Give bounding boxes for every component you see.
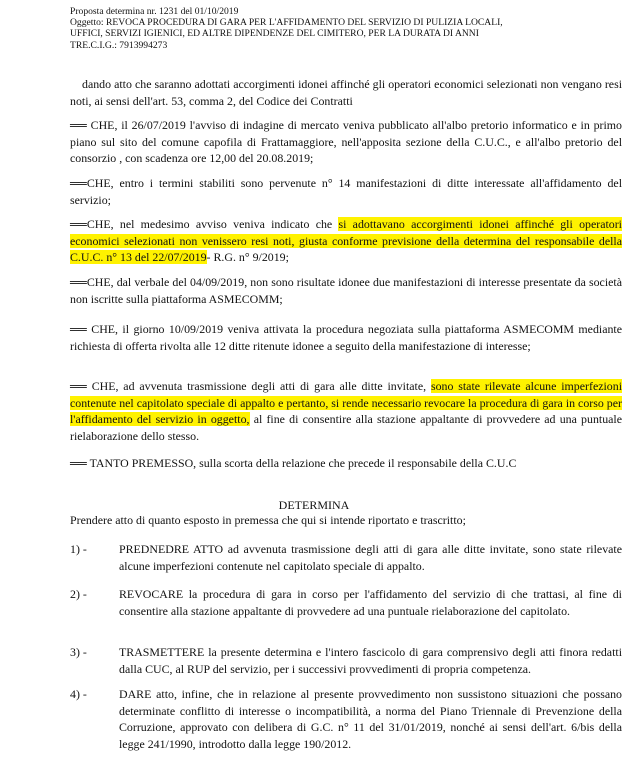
paragraph-text: al fine di consentire alla stazione appaltante di provvedere ad una puntuale rielaborazione dello stesso.	[70, 412, 622, 443]
paragraph-tanto-premesso: ══ TANTO PREMESSO, sulla scorta della relazione che precede il responsabile della C.U.C	[70, 456, 517, 470]
determina-title: DETERMINA	[278, 498, 350, 512]
paragraph-text: ══CHE, nel medesimo avviso veniva indicato che	[70, 217, 339, 231]
highlighted-text: si adottavano accorgimenti idonei affinché gli operatori economici selezionati non venissero resi noti, giusta conforme previsione della determina del responsabile della C.U.C. n° 13 del 22/07/2019	[70, 217, 622, 264]
paragraph-verbale: ══CHE, dal verbale del 04/09/2019, non sono risultate idonee due manifestazioni di interesse presentate da società non iscritte sulla piattaforma ASMECOMM;	[70, 275, 622, 306]
determina-item-3: TRASMETTERE la presente determina e l'intero fascicolo di gara comprensivo degli atti finora redatti dalla CUC, al RUP del servizio, per i successivi provvedimenti di propria competenza.	[119, 645, 622, 676]
paragraph-text: - R.G. n° 9/2019;	[206, 250, 289, 264]
subject-line-1: Oggetto: REVOCA PROCEDURA DI GARA PER L'AFFIDAMENTO DEL SERVIZIO DI PULIZIA LOCALI,	[70, 17, 503, 29]
paragraph-text: ══ CHE, ad avvenuta trasmissione degli atti di gara alle ditte invitate,	[70, 379, 431, 393]
subject-line-2: UFFICI, SERVIZI IGIENICI, ED ALTRE DIPENDENZE DEL CIMITERO, PER LA DURATA DI ANNI	[70, 28, 479, 40]
determina-item-1: PREDNEDRE ATTO ad avvenuta trasmissione degli atti di gara alle ditte invitate, sono state rilevate alcune imperfezioni contenute nel capitolato speciale di appalto.	[119, 542, 622, 573]
proposal-number: Proposta determina nr. 1231 del 01/10/2019	[70, 6, 239, 17]
paragraph-avviso: ══ CHE, il 26/07/2019 l'avviso di indagine di mercato veniva pubblicato all'albo pretorio informatico e in primo piano sul sito del comune capofila di Frattamaggiore, nell'apposita sezione della C.U.C., e all'albo pretorio del consorzio , con scadenza ore 12,00 del 20.08.2019;	[70, 118, 622, 165]
item-number: 1) -	[70, 542, 87, 556]
item-number: 3) -	[70, 645, 87, 659]
paragraph-procedura-negoziata: ══ CHE, il giorno 10/09/2019 veniva attivata la procedura negoziata sulla piattaforma ASMECOMM mediante richiesta di offerta rivolta alle 12 ditte ritenute idonee a seguito della manifestazione di interesse;	[70, 322, 622, 353]
highlighted-text: sono state rilevate alcune imperfezioni contenute nel capitolato speciale di appalto e pertanto, si rende necessario revocare la procedura di gara in corso per l'affidamento del servizio in oggetto,	[70, 379, 622, 426]
determina-intro: Prendere atto di quanto esposto in premessa che qui si intende riportato e trascritto;	[70, 513, 466, 527]
cig-code: TRE.C.I.G.: 7913994273	[70, 39, 168, 51]
determina-item-4: DARE atto, infine, che in relazione al presente provvedimento non sussistono situazioni che possano determinate conflitto di interesse o incompatibilità, a norma del Piano Triennale di Prevenzione della Corruzione, approvato con delibera di G.C. n° 11 del 31/01/2019, nonché ai sensi dell'art. 6/bis della legge 241/1990, introdotto dalla legge 190/2012.	[119, 687, 622, 751]
document-header	[70, 6, 622, 51]
item-number: 4) -	[70, 687, 87, 701]
paragraph-imperfezioni	[70, 378, 622, 444]
determina-item-2: REVOCARE la procedura di gara in corso per l'affidamento del servizio di che trattasi, al fine di consentire alla stazione appaltante di provvedere ad una puntuale rielaborazione del capitolato.	[119, 587, 622, 618]
paragraph-accorgimenti	[70, 216, 622, 266]
item-number: 2) -	[70, 587, 87, 601]
paragraph-manifestazioni: ══CHE, entro i termini stabiliti sono pervenute n° 14 manifestazioni di ditte interessate all'affidamento del servizio;	[70, 176, 622, 207]
paragraph-dando-atto: dando atto che saranno adottati accorgimenti idonei affinché gli operatori economici selezionati non vengano resi noti, ai sensi dell'art. 53, comma 2, del Codice dei Contratti	[70, 77, 622, 108]
